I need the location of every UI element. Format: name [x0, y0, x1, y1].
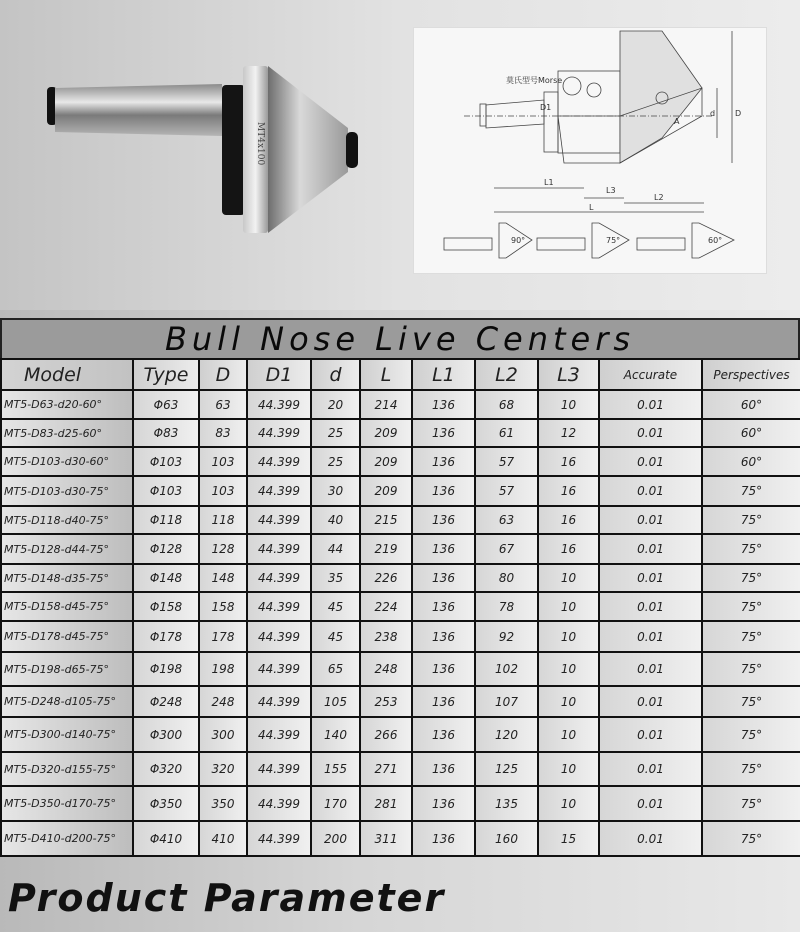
table-cell-d: 25: [311, 419, 360, 447]
table-cell-d: 44: [311, 534, 360, 564]
table-cell-type: Φ103: [133, 476, 199, 506]
table-cell-d1: 44.399: [247, 564, 311, 592]
table-cell-l1: 136: [412, 506, 475, 534]
dim-L2: L2: [654, 193, 664, 202]
table-row: [1, 419, 800, 447]
column-header: L: [360, 359, 412, 390]
table-cell-perspectives: 60°: [702, 447, 800, 476]
table-cell-model: MT5-D350-d170-75°: [1, 786, 133, 821]
table-cell-accurate: 0.01: [599, 476, 702, 506]
table-cell-d1: 44.399: [247, 534, 311, 564]
table-cell-model: MT5-D128-d44-75°: [1, 534, 133, 564]
table-cell-l1: 136: [412, 592, 475, 621]
table-cell-d: 350: [199, 786, 247, 821]
table-cell-l2: 160: [475, 821, 538, 856]
table-cell-l: 224: [360, 592, 412, 621]
table-cell-d: 25: [311, 447, 360, 476]
table-cell-type: Φ320: [133, 752, 199, 786]
table-cell-l1: 136: [412, 534, 475, 564]
table-cell-accurate: 0.01: [599, 786, 702, 821]
table-cell-d: 200: [311, 821, 360, 856]
table-cell-perspectives: 75°: [702, 592, 800, 621]
table-cell-model: MT5-D158-d45-75°: [1, 592, 133, 621]
column-header: Type: [133, 359, 199, 390]
table-cell-d: 63: [199, 390, 247, 419]
engraving-text: MT4x100: [255, 122, 265, 166]
column-header: Accurate: [599, 359, 702, 390]
table-cell-d1: 44.399: [247, 686, 311, 717]
table-cell-l1: 136: [412, 447, 475, 476]
angle-90: 90°: [511, 236, 526, 245]
table-cell-l3: 10: [538, 621, 599, 652]
table-cell-d: 410: [199, 821, 247, 856]
table-cell-perspectives: 75°: [702, 564, 800, 592]
table-cell-l1: 136: [412, 821, 475, 856]
table-row: [1, 476, 800, 506]
dim-D: D: [735, 109, 742, 118]
table-cell-l1: 136: [412, 652, 475, 686]
dim-d: d: [710, 109, 716, 118]
column-header: Model: [1, 359, 133, 390]
table-cell-d: 20: [311, 390, 360, 419]
table-cell-d1: 44.399: [247, 447, 311, 476]
table-cell-perspectives: 75°: [702, 652, 800, 686]
table-cell-type: Φ350: [133, 786, 199, 821]
table-cell-d: 45: [311, 592, 360, 621]
table-row: [1, 821, 800, 856]
table-cell-type: Φ158: [133, 592, 199, 621]
table-cell-model: MT5-D103-d30-60°: [1, 447, 133, 476]
table-cell-l: 215: [360, 506, 412, 534]
table-cell-d: 65: [311, 652, 360, 686]
table-cell-l3: 12: [538, 419, 599, 447]
table-cell-l2: 57: [475, 476, 538, 506]
table-cell-l2: 135: [475, 786, 538, 821]
table-cell-l3: 16: [538, 506, 599, 534]
table-cell-l2: 67: [475, 534, 538, 564]
table-cell-d: 178: [199, 621, 247, 652]
table-cell-d: 103: [199, 447, 247, 476]
table-cell-l3: 10: [538, 390, 599, 419]
table-cell-type: Φ198: [133, 652, 199, 686]
table-cell-l3: 15: [538, 821, 599, 856]
table-cell-l1: 136: [412, 476, 475, 506]
table-cell-accurate: 0.01: [599, 390, 702, 419]
column-header: D: [199, 359, 247, 390]
column-header: d: [311, 359, 360, 390]
table-cell-l1: 136: [412, 786, 475, 821]
spec-table: [0, 358, 800, 857]
table-cell-d: 118: [199, 506, 247, 534]
table-cell-d: 35: [311, 564, 360, 592]
table-cell-d: 300: [199, 717, 247, 752]
table-cell-type: Φ118: [133, 506, 199, 534]
table-cell-l3: 10: [538, 652, 599, 686]
table-cell-l: 271: [360, 752, 412, 786]
table-cell-l2: 80: [475, 564, 538, 592]
table-cell-l3: 10: [538, 717, 599, 752]
column-header: D1: [247, 359, 311, 390]
table-cell-perspectives: 75°: [702, 621, 800, 652]
table-cell-type: Φ178: [133, 621, 199, 652]
table-cell-accurate: 0.01: [599, 564, 702, 592]
live-center-product-image: [30, 50, 370, 250]
table-cell-d: 83: [199, 419, 247, 447]
table-cell-l2: 92: [475, 621, 538, 652]
table-cell-type: Φ410: [133, 821, 199, 856]
table-cell-l: 248: [360, 652, 412, 686]
table-cell-l1: 136: [412, 390, 475, 419]
dim-L: L: [589, 203, 594, 212]
table-cell-d1: 44.399: [247, 717, 311, 752]
table-cell-perspectives: 75°: [702, 686, 800, 717]
table-cell-perspectives: 75°: [702, 821, 800, 856]
table-cell-l: 209: [360, 476, 412, 506]
table-cell-type: Φ103: [133, 447, 199, 476]
table-row: [1, 686, 800, 717]
table-title: Bull Nose Live Centers: [0, 318, 800, 358]
table-cell-l1: 136: [412, 717, 475, 752]
table-cell-l: 266: [360, 717, 412, 752]
table-cell-l2: 125: [475, 752, 538, 786]
table-cell-accurate: 0.01: [599, 717, 702, 752]
table-cell-accurate: 0.01: [599, 506, 702, 534]
table-cell-l3: 10: [538, 564, 599, 592]
table-cell-d: 40: [311, 506, 360, 534]
table-cell-l: 226: [360, 564, 412, 592]
table-cell-type: Φ300: [133, 717, 199, 752]
table-cell-d: 158: [199, 592, 247, 621]
table-cell-l2: 102: [475, 652, 538, 686]
table-cell-d: 45: [311, 621, 360, 652]
dim-d1: D1: [540, 103, 552, 112]
table-row: [1, 592, 800, 621]
table-cell-type: Φ248: [133, 686, 199, 717]
table-cell-l3: 10: [538, 686, 599, 717]
morse-label: 莫氏型号Morse: [506, 76, 563, 85]
table-cell-l3: 16: [538, 476, 599, 506]
table-cell-l2: 68: [475, 390, 538, 419]
technical-drawing: [413, 27, 767, 274]
table-cell-l: 311: [360, 821, 412, 856]
table-cell-d: 155: [311, 752, 360, 786]
table-cell-accurate: 0.01: [599, 652, 702, 686]
angle-75: 75°: [606, 236, 621, 245]
table-cell-l: 253: [360, 686, 412, 717]
table-cell-l1: 136: [412, 621, 475, 652]
table-row: [1, 621, 800, 652]
table-cell-l1: 136: [412, 419, 475, 447]
table-cell-accurate: 0.01: [599, 592, 702, 621]
table-cell-d: 105: [311, 686, 360, 717]
table-cell-d: 128: [199, 534, 247, 564]
table-cell-type: Φ63: [133, 390, 199, 419]
table-cell-d: 30: [311, 476, 360, 506]
table-cell-d1: 44.399: [247, 506, 311, 534]
table-cell-l2: 63: [475, 506, 538, 534]
table-cell-model: MT5-D63-d20-60°: [1, 390, 133, 419]
column-header: Perspectives: [702, 359, 800, 390]
table-cell-accurate: 0.01: [599, 821, 702, 856]
table-cell-model: MT5-D198-d65-75°: [1, 652, 133, 686]
table-cell-l: 238: [360, 621, 412, 652]
table-cell-l3: 10: [538, 592, 599, 621]
table-cell-d: 248: [199, 686, 247, 717]
table-cell-l1: 136: [412, 564, 475, 592]
table-cell-l1: 136: [412, 686, 475, 717]
dim-L3: L3: [606, 186, 616, 195]
spec-table-section: [0, 318, 800, 857]
table-cell-model: MT5-D83-d25-60°: [1, 419, 133, 447]
table-cell-perspectives: 75°: [702, 786, 800, 821]
table-row: [1, 447, 800, 476]
table-cell-model: MT5-D320-d155-75°: [1, 752, 133, 786]
table-cell-accurate: 0.01: [599, 534, 702, 564]
table-row: [1, 652, 800, 686]
table-cell-l3: 10: [538, 752, 599, 786]
table-cell-accurate: 0.01: [599, 686, 702, 717]
table-cell-model: MT5-D103-d30-75°: [1, 476, 133, 506]
table-cell-perspectives: 60°: [702, 419, 800, 447]
table-cell-l2: 120: [475, 717, 538, 752]
table-cell-d1: 44.399: [247, 419, 311, 447]
table-cell-l: 214: [360, 390, 412, 419]
table-row: [1, 564, 800, 592]
table-cell-model: MT5-D178-d45-75°: [1, 621, 133, 652]
column-header: L3: [538, 359, 599, 390]
table-cell-perspectives: 75°: [702, 534, 800, 564]
table-row: [1, 752, 800, 786]
table-cell-accurate: 0.01: [599, 419, 702, 447]
table-cell-d: 320: [199, 752, 247, 786]
table-cell-accurate: 0.01: [599, 447, 702, 476]
table-cell-d1: 44.399: [247, 752, 311, 786]
angle-60: 60°: [708, 236, 723, 245]
table-cell-l3: 16: [538, 447, 599, 476]
table-header-row: [1, 359, 800, 390]
table-cell-d1: 44.399: [247, 786, 311, 821]
table-row: [1, 786, 800, 821]
table-cell-perspectives: 75°: [702, 476, 800, 506]
table-cell-d: 103: [199, 476, 247, 506]
table-cell-type: Φ83: [133, 419, 199, 447]
table-cell-accurate: 0.01: [599, 752, 702, 786]
table-cell-perspectives: 75°: [702, 717, 800, 752]
table-cell-l2: 61: [475, 419, 538, 447]
table-cell-l2: 107: [475, 686, 538, 717]
table-cell-model: MT5-D248-d105-75°: [1, 686, 133, 717]
table-cell-d1: 44.399: [247, 821, 311, 856]
table-cell-model: MT5-D118-d40-75°: [1, 506, 133, 534]
table-row: [1, 390, 800, 419]
table-row: [1, 534, 800, 564]
table-cell-d1: 44.399: [247, 621, 311, 652]
table-cell-accurate: 0.01: [599, 621, 702, 652]
column-header: L2: [475, 359, 538, 390]
table-cell-perspectives: 75°: [702, 506, 800, 534]
table-row: [1, 506, 800, 534]
product-parameter-heading: Product Parameter: [8, 876, 446, 920]
table-cell-d: 170: [311, 786, 360, 821]
table-cell-d1: 44.399: [247, 652, 311, 686]
dim-L1: L1: [544, 178, 554, 187]
table-cell-perspectives: 75°: [702, 752, 800, 786]
table-cell-perspectives: 60°: [702, 390, 800, 419]
table-cell-d: 148: [199, 564, 247, 592]
table-cell-l: 209: [360, 447, 412, 476]
table-cell-l2: 78: [475, 592, 538, 621]
table-cell-type: Φ148: [133, 564, 199, 592]
table-cell-model: MT5-D300-d140-75°: [1, 717, 133, 752]
table-cell-type: Φ128: [133, 534, 199, 564]
table-cell-model: MT5-D410-d200-75°: [1, 821, 133, 856]
table-cell-l: 219: [360, 534, 412, 564]
table-cell-l: 281: [360, 786, 412, 821]
table-cell-d1: 44.399: [247, 476, 311, 506]
table-cell-l1: 136: [412, 752, 475, 786]
table-row: [1, 717, 800, 752]
table-cell-model: MT5-D148-d35-75°: [1, 564, 133, 592]
table-cell-l: 209: [360, 419, 412, 447]
column-header: L1: [412, 359, 475, 390]
dim-A: A: [674, 117, 680, 126]
table-cell-d1: 44.399: [247, 592, 311, 621]
table-cell-l3: 16: [538, 534, 599, 564]
table-cell-d1: 44.399: [247, 390, 311, 419]
table-cell-d: 140: [311, 717, 360, 752]
table-cell-l3: 10: [538, 786, 599, 821]
table-cell-l2: 57: [475, 447, 538, 476]
table-cell-d: 198: [199, 652, 247, 686]
